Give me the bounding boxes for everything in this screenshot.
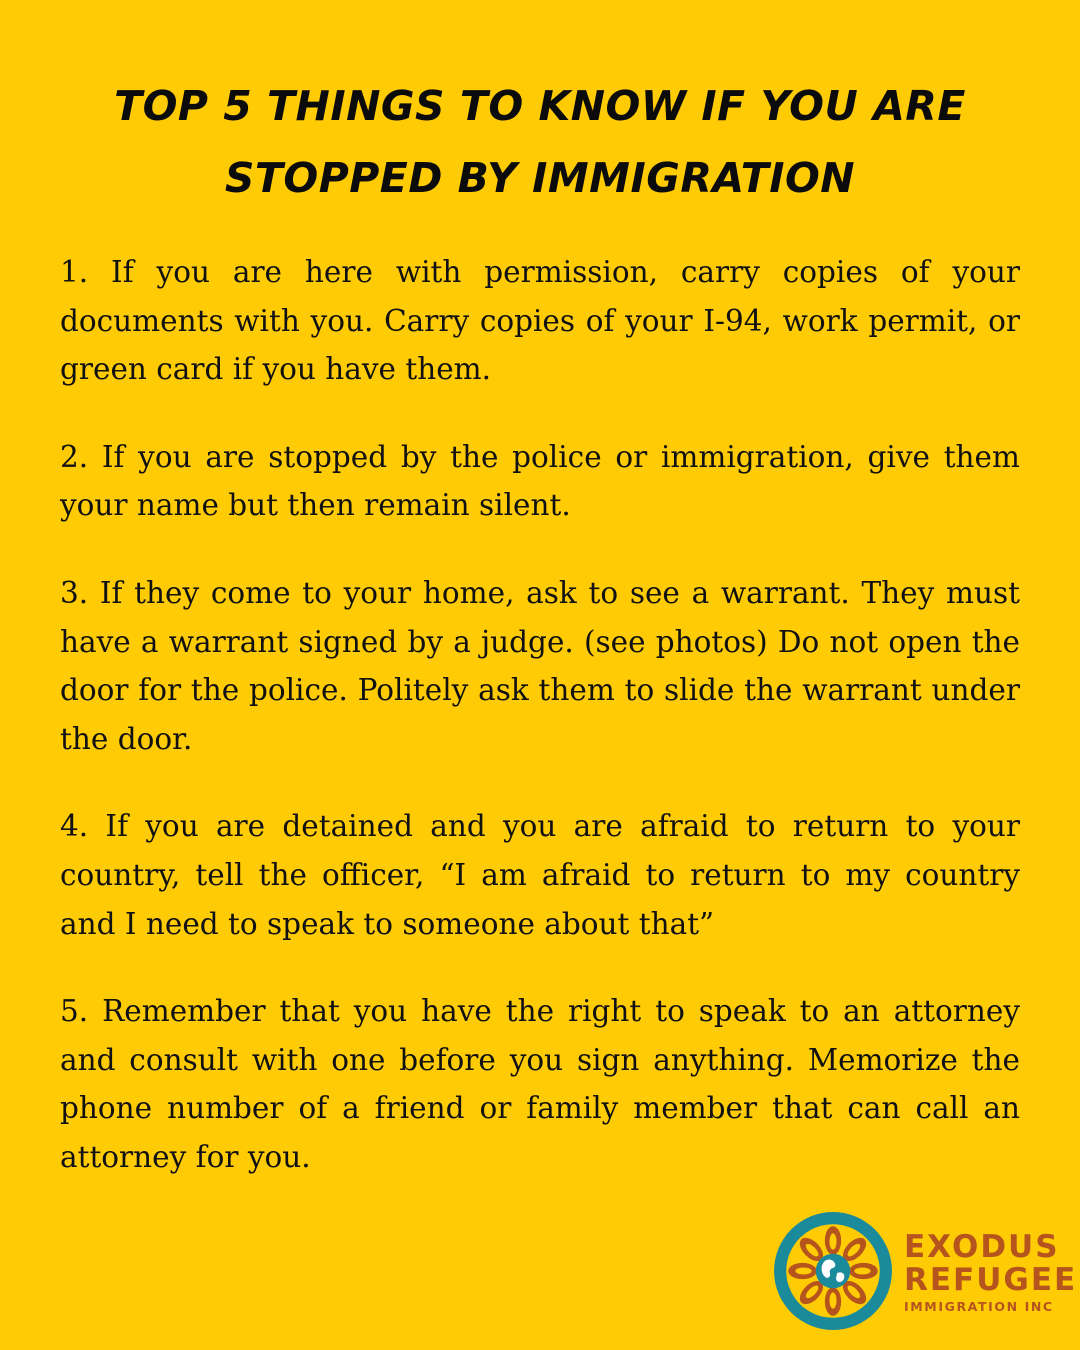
logo-wordmark xyxy=(904,1229,1078,1314)
tips-list xyxy=(60,248,1020,1182)
tip-item-4: 4. If you are detained and you are afraid to return to your country, tell the officer, “I am afraid to return to my country and I need to speak to someone about that” xyxy=(60,809,1020,941)
logo-line-exodus: EXODUS xyxy=(904,1229,1060,1265)
globe-flower-icon xyxy=(772,1210,894,1332)
logo-line-immigration: IMMIGRATION INC xyxy=(904,1299,1054,1314)
title-line-1: TOP 5 THINGS TO KNOW IF YOU ARE xyxy=(114,82,966,130)
title-line-2: STOPPED BY IMMIGRATION xyxy=(224,154,856,202)
page-title xyxy=(40,70,1040,214)
exodus-logo xyxy=(772,1210,1078,1332)
tip-item-2: 2. If you are stopped by the police or immigration, give them your name but then remain silent. xyxy=(60,439,1020,523)
tip-item-5: 5. Remember that you have the right to speak to an attorney and consult with one before you sign anything. Memorize the phone number of a friend or family member that can call an attorney for you. xyxy=(60,994,1020,1174)
logo-line-refugee: REFUGEE xyxy=(904,1262,1078,1298)
tip-item-3: 3. If they come to your home, ask to see a warrant. They must have a warrant signed by a judge. (see photos) Do not open the door for the police. Politely ask them to slide the warrant under the door. xyxy=(60,575,1020,756)
tip-item-1: 1. If you are here with permission, carry copies of your documents with you. Carry copies of your I-94, work permit, or green card if you have them. xyxy=(60,255,1020,387)
